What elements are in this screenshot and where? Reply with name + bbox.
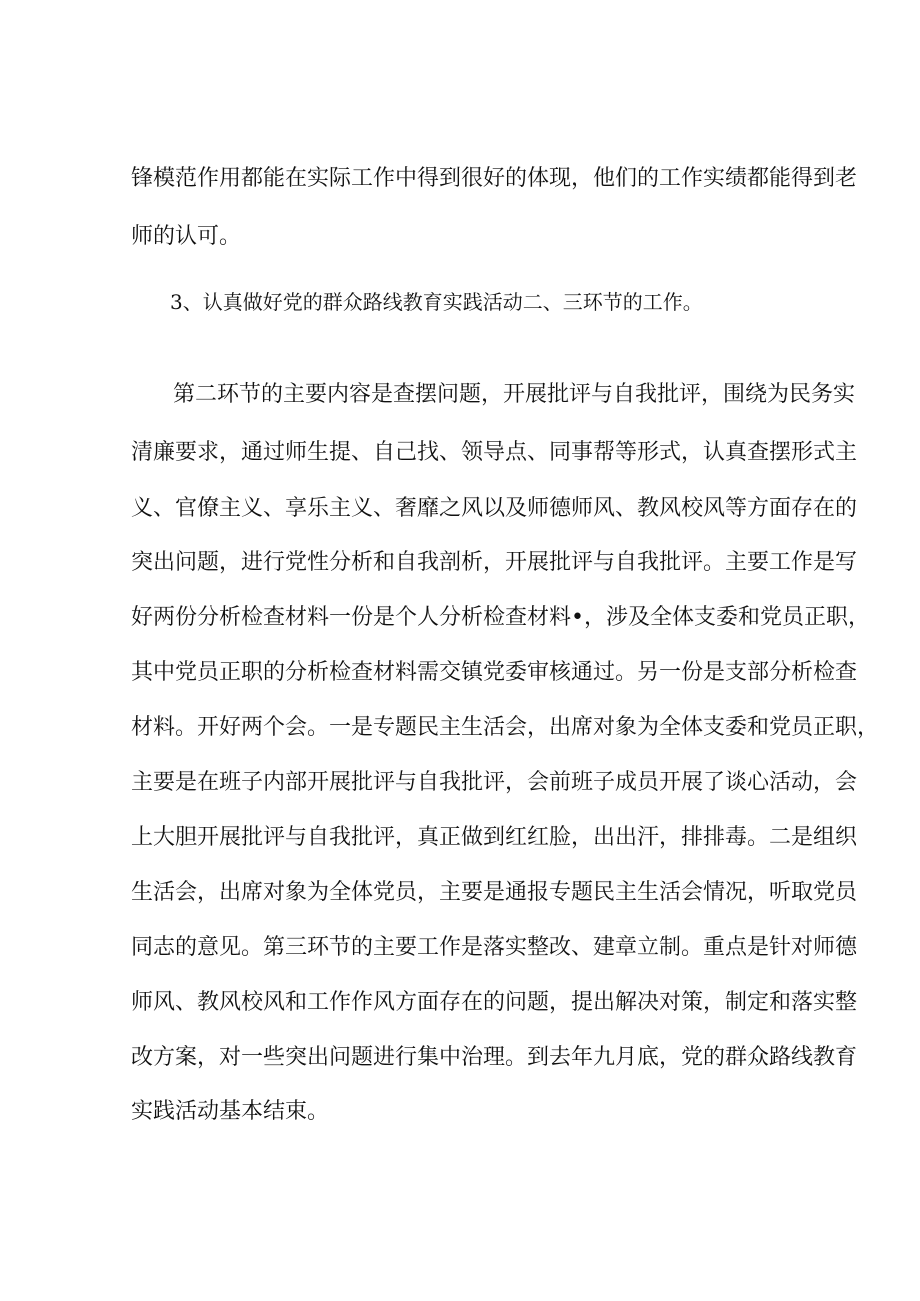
paragraph-line: 师的认可。 xyxy=(131,224,242,249)
paragraph-line: 师风、教风校风和工作作风方面存在的问题，提出解决对策，制定和落实整 xyxy=(131,990,858,1015)
paragraph-line: 义、官僚主义、享乐主义、奢靡之风以及师德师风、教风校风等方面存在的 xyxy=(131,496,858,521)
paragraph-line: 材料。开好两个会。一是专题民主生活会，出席对象为全体支委和党员正职， xyxy=(131,715,880,740)
paragraph-line: 清廉要求，通过师生提、自己找、领导点、同事帮等形式，认真查摆形式主 xyxy=(131,440,858,465)
paragraph-line: 锋模范作用都能在实际工作中得到很好的体现，他们的工作实绩都能得到老 xyxy=(131,166,858,191)
paragraph-line: 同志的意见。第三环节的主要工作是落实整改、建章立制。重点是针对师德 xyxy=(131,935,858,960)
paragraph-line: 改方案，对一些突出问题进行集中治理。到去年九月底，党的群众路线教育 xyxy=(131,1045,858,1070)
paragraph-line: 突出问题，进行党性分析和自我剖析，开展批评与自我批评。主要工作是写 xyxy=(131,550,858,575)
paragraph-line: 实践活动基本结束。 xyxy=(131,1099,330,1124)
section-heading: 3、认真做好党的群众路线教育实践活动二、三环节的工作。 xyxy=(170,290,703,314)
paragraph-line: 第二环节的主要内容是查摆问题，开展批评与自我批评，围绕为民务实 xyxy=(173,382,856,407)
paragraph-line: 好两份分析检查材料一份是个人分析检查材料•，涉及全体支委和党员正职， xyxy=(131,605,870,630)
paragraph-line: 其中党员正职的分析检查材料需交镇党委审核通过。另一份是支部分析检查 xyxy=(131,660,858,685)
paragraph-line: 上大胆开展批评与自我批评，真正做到红红脸，出出汗，排排毒。二是组织 xyxy=(131,825,858,850)
paragraph-line: 生活会，出席对象为全体党员，主要是通报专题民主生活会情况，听取党员 xyxy=(131,880,858,905)
paragraph-line: 主要是在班子内部开展批评与自我批评，会前班子成员开展了谈心活动，会 xyxy=(131,770,858,795)
